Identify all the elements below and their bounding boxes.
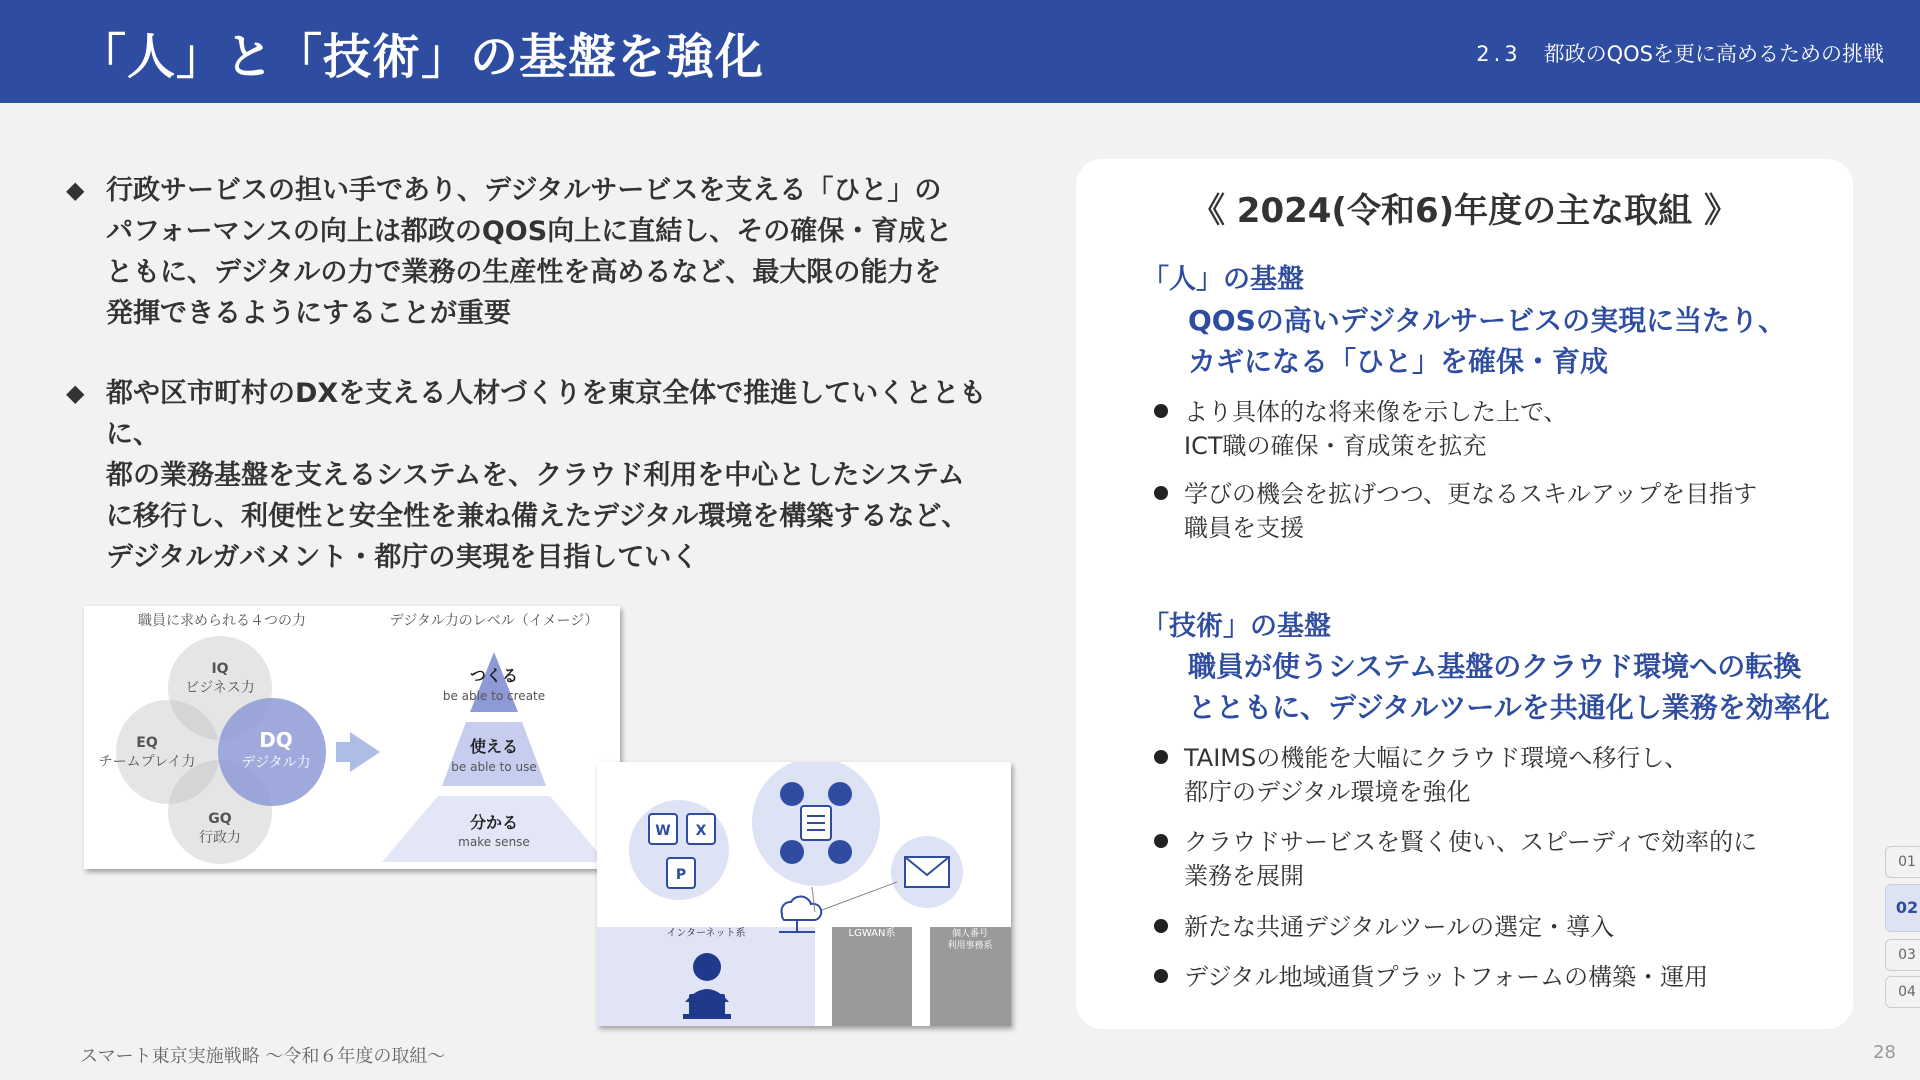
bullet-line: デジタルガバメント・都庁の実現を目指していく — [106, 542, 699, 573]
diagram-right-title: デジタル力のレベル（イメージ） — [389, 613, 599, 629]
user-icon — [780, 840, 804, 864]
level-create-en: be able to create — [442, 689, 546, 703]
footer-text: スマート東京実施戦略 〜令和６年度の取組〜 — [80, 1046, 446, 1067]
tab-chapter-04[interactable]: 04 — [1885, 976, 1920, 1008]
level-use-en: be able to use — [451, 760, 537, 774]
iq-sublabel: ビジネス力 — [185, 680, 255, 696]
diagram-left-title: 職員に求められる４つの力 — [138, 613, 306, 629]
section-heading — [1476, 38, 1884, 68]
initiatives-card — [1076, 159, 1853, 1029]
diamond-bullet-icon: ◆ — [66, 379, 85, 407]
bullet-line: ともに、デジタルの力で業務の生産性を高めるなど、最大限の能力を — [106, 257, 942, 288]
cloud-diagram — [597, 762, 1011, 1026]
item-line: 職員を支援 — [1184, 514, 1304, 542]
dq-sublabel: デジタル力 — [241, 755, 311, 771]
bullet-item — [66, 373, 1026, 578]
tech-item — [1154, 960, 1708, 994]
item-line: より具体的な将来像を示した上で、 — [1184, 398, 1568, 426]
bullet-dot-icon — [1154, 969, 1168, 983]
svg-text:X: X — [695, 823, 707, 839]
item-line: ICT職の確保・育成策を拡充 — [1184, 432, 1487, 460]
section-title: 都政のQOSを更に高めるための挑戦 — [1543, 42, 1884, 66]
people-item — [1154, 395, 1568, 463]
svg-text:P: P — [675, 867, 687, 883]
bullet-item — [66, 170, 1026, 334]
dq-circle — [218, 698, 326, 806]
mynumber-label-2: 利用事務系 — [947, 941, 993, 951]
bullet-line: 都や区市町村のDXを支える人材づくりを東京全体で推進していくとともに、 — [106, 378, 987, 450]
level-understand-en: make sense — [458, 835, 530, 849]
cloud-icon — [781, 896, 821, 920]
main-bullets — [66, 170, 1026, 617]
people-section-lead — [1188, 300, 1786, 382]
tab-chapter-03[interactable]: 03 — [1885, 939, 1920, 971]
level-understand-label: 分かる — [469, 813, 519, 832]
bullet-dot-icon — [1154, 750, 1168, 764]
header-bar — [0, 0, 1920, 103]
bullet-dot-icon — [1154, 486, 1168, 500]
bullet-line: 行政サービスの担い手であり、デジタルサービスを支える「ひと」の — [106, 175, 942, 206]
eq-sublabel: チームプレイ力 — [98, 754, 196, 770]
staff-person-icon — [693, 953, 721, 981]
lead-line: QOSの高いデジタルサービスの実現に当たり、 — [1188, 304, 1787, 337]
internet-label: インターネット系 — [666, 928, 746, 939]
user-icon — [828, 840, 852, 864]
item-line: 業務を展開 — [1184, 862, 1304, 890]
page-number: 28 — [1873, 1042, 1896, 1063]
lgwan-label: LGWAN系 — [848, 928, 896, 939]
bullet-line: パフォーマンスの向上は都政のQOS向上に直結し、その確保・育成と — [106, 216, 953, 247]
arrow-right-icon — [336, 732, 380, 772]
gq-label: GQ — [208, 811, 232, 827]
item-line: クラウドサービスを賢く使い、スピーディで効率的に — [1184, 828, 1758, 856]
bullet-line: に移行し、利便性と安全性を兼ね備えたデジタル環境を構築するなど、 — [106, 501, 969, 532]
mynumber-label-1: 個人番号 — [951, 929, 989, 939]
bullet-line: 都の業務基盤を支えるシステムを、クラウド利用を中心としたシステム — [106, 460, 965, 491]
tech-item — [1154, 825, 1757, 893]
bullet-dot-icon — [1154, 404, 1168, 418]
level-use-label: 使える — [469, 737, 519, 756]
iq-label: IQ — [211, 661, 229, 677]
item-line: デジタル地域通貨プラットフォームの構築・運用 — [1184, 963, 1709, 991]
eq-label: EQ — [136, 735, 158, 751]
page-title: 「人」と「技術」の基盤を強化 — [78, 29, 765, 85]
skills-diagram — [84, 606, 620, 869]
level-create-label: つくる — [469, 666, 519, 685]
skills-diagram-graphic — [84, 606, 620, 869]
tech-item — [1154, 741, 1688, 809]
cloud-diagram-graphic — [597, 762, 1011, 1026]
tab-chapter-02[interactable]: 02 — [1885, 884, 1920, 932]
gq-sublabel: 行政力 — [199, 830, 241, 846]
diamond-bullet-icon: ◆ — [66, 176, 85, 204]
user-icon — [780, 782, 804, 806]
lead-line: とともに、デジタルツールを共通化し業務を効率化 — [1188, 691, 1830, 724]
tab-chapter-01[interactable]: 01 — [1885, 846, 1920, 878]
lead-line: 職員が使うシステム基盤のクラウド環境への転換 — [1188, 650, 1802, 683]
lgwan-zone — [832, 927, 912, 1026]
bullet-line: 発揮できるようにすることが重要 — [106, 298, 511, 329]
svg-text:W: W — [655, 823, 671, 839]
item-line: 都庁のデジタル環境を強化 — [1184, 778, 1471, 806]
bullet-dot-icon — [1154, 834, 1168, 848]
bullet-dot-icon — [1154, 919, 1168, 933]
lead-line: カギになる「ひと」を確保・育成 — [1188, 345, 1609, 378]
item-line: 学びの機会を拡げつつ、更なるスキルアップを目指す — [1184, 480, 1758, 508]
tech-section-label: 「技術」の基盤 — [1142, 611, 1331, 642]
card-title: 《 2024(令和6)年度の主な取組 》 — [1190, 191, 1739, 231]
tech-section-lead — [1188, 646, 1830, 728]
section-number: 2.3 — [1476, 42, 1522, 66]
dq-label: DQ — [259, 728, 293, 752]
people-section-label: 「人」の基盤 — [1142, 264, 1304, 295]
people-item — [1154, 477, 1757, 545]
item-line: TAIMSの機能を大幅にクラウド環境へ移行し、 — [1184, 744, 1689, 772]
tech-item — [1154, 910, 1614, 944]
item-line: 新たな共通デジタルツールの選定・導入 — [1184, 913, 1615, 941]
user-icon — [828, 782, 852, 806]
